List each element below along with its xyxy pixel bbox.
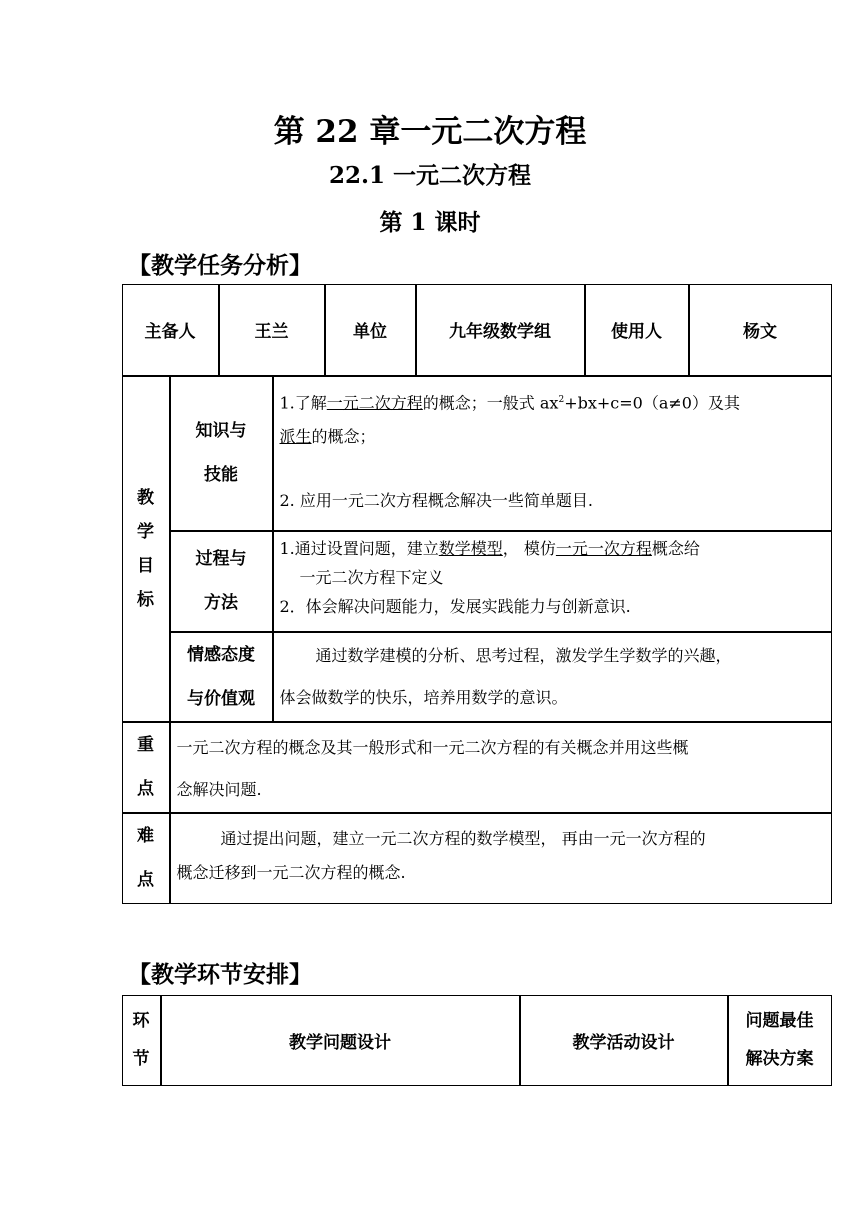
- lesson-label: 第 1 课时: [379, 209, 481, 236]
- process-label: 过程与 方法: [170, 531, 273, 632]
- best-solution-header: 问题最佳 解决方案: [728, 995, 832, 1086]
- task-analysis-heading: 【教学任务分析】: [128, 252, 312, 279]
- difficulty-label: 难 点: [122, 813, 170, 904]
- knowledge-content: 1.了解一元二次方程的概念；一般式 $ax^2+bx+c=0(a\ne 0)$及其 派生的概念； 2. 应用一元二次方程概念解决一些简单题目.: [273, 376, 832, 531]
- emotion-content: 通过数学建模的分析、思考过程，激发学生学数学的兴趣， 体会做数学的快乐，培养用数学的意识。: [273, 632, 832, 722]
- unit-label: 单位: [325, 284, 416, 376]
- difficulty-content: 通过提出问题，建立一元二次方程的数学模型， 再由一元一次方程的 概念迁移到一元二次方程的概念.: [170, 813, 832, 904]
- stage-header: 环 节: [122, 995, 161, 1086]
- page-title: 第 22 章一元二次方程: [273, 114, 587, 150]
- problem-design-header: 教学问题设计: [161, 995, 520, 1086]
- prepper-label: 主备人: [122, 284, 219, 376]
- activity-design-header: 教学活动设计: [520, 995, 728, 1086]
- objectives-label: 教 学 目 标: [122, 376, 170, 722]
- knowledge-label: 知识与 技能: [170, 376, 273, 531]
- key-point-content: 一元二次方程的概念及其一般形式和一元二次方程的有关概念并用这些概 念解决问题.: [170, 722, 832, 813]
- section-subtitle: 22.1 一元二次方程: [328, 162, 532, 189]
- key-point-label: 重 点: [122, 722, 170, 813]
- process-content: 1.通过设置问题，建立数学模型， 模仿一元一次方程概念给 一元二次方程下定义 2．体会解决问题能力，发展实践能力与创新意识.: [273, 531, 832, 632]
- user-value: 杨文: [689, 284, 832, 376]
- user-label: 使用人: [585, 284, 689, 376]
- unit-value: 九年级数学组: [416, 284, 585, 376]
- lesson-arrangement-heading: 【教学环节安排】: [128, 961, 312, 988]
- emotion-label: 情感态度 与价值观: [170, 632, 273, 722]
- prepper-value: 王兰: [219, 284, 325, 376]
